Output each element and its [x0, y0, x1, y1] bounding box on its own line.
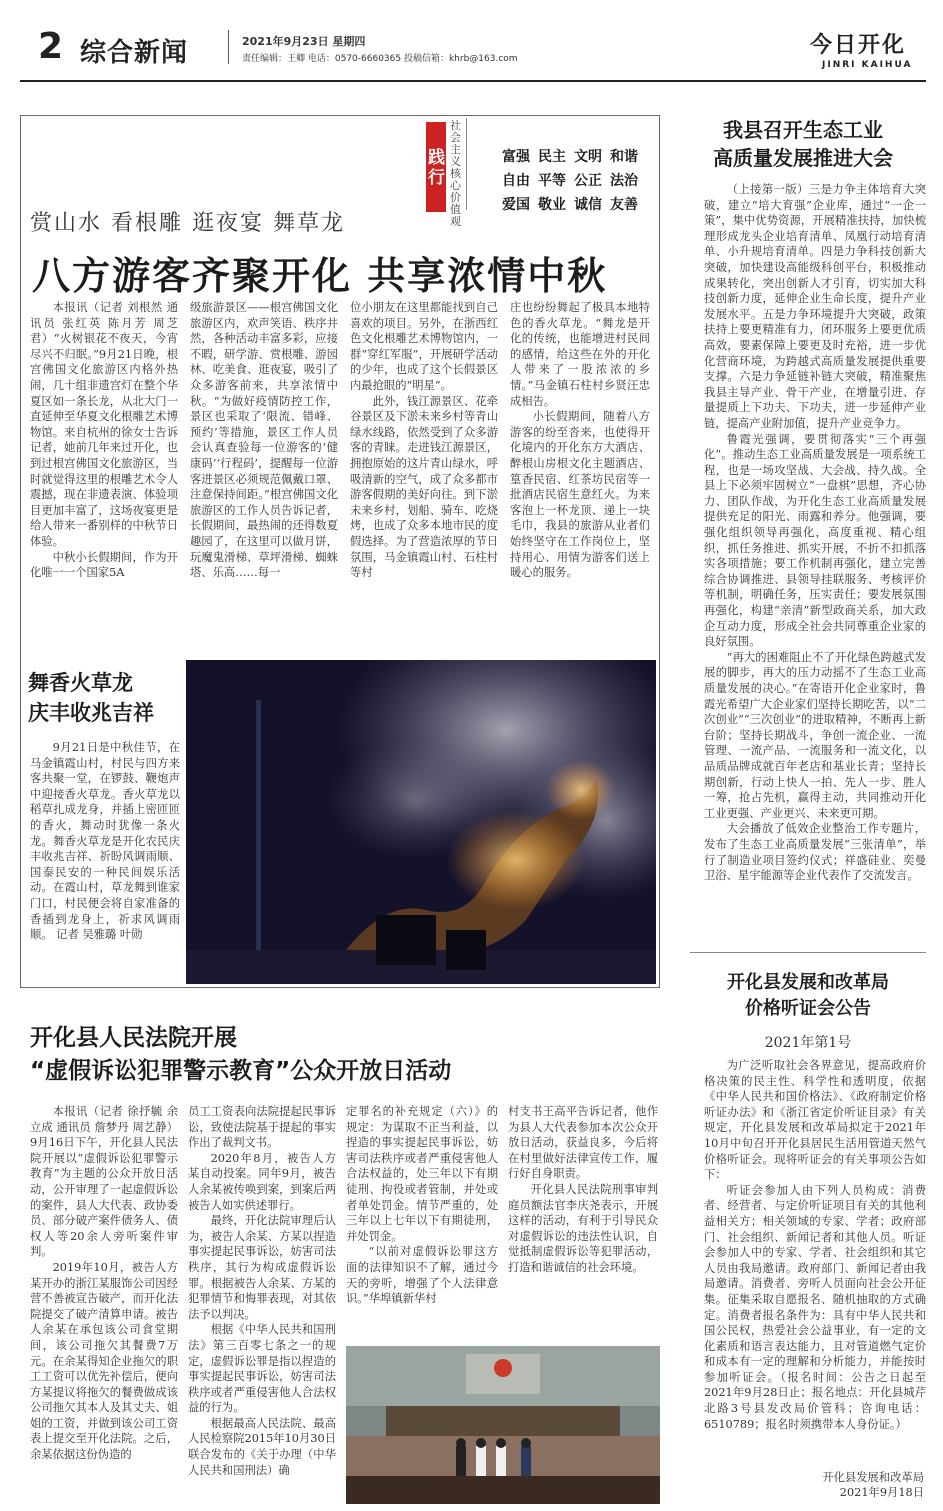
main-article-col-1	[30, 300, 178, 650]
notice-body	[704, 1058, 926, 1468]
paragraph: 村支书王高平告诉记者，他作为县人大代表参加本次公众开放日活动，获益良多，今后将在村里做好法律宣传工作，履行好自身职责。	[508, 1105, 658, 1181]
courtroom-photo	[346, 1346, 660, 1504]
right-title-line-1: 我县召开生态工业	[723, 118, 883, 142]
notice-issue: 2021年第1号	[764, 1035, 852, 1051]
paragraph: 位小朋友在这里都能找到自己喜欢的项目。另外，在浙西红色文化根雕艺术博物馆内，一群“穿红军服”，开展研学活动的少年，也成了这个长假景区内最抢眼的“明星”。	[350, 301, 498, 392]
page-number: 2	[38, 26, 64, 67]
dragon-title-line-1: 舞香火草龙	[28, 671, 133, 695]
paragraph: 开化县人民法院刑事审判庭员额法官李庆尧表示，开展这样的活动，有利于引导民众对虚假诉讼的违法性认识，自觉抵制虚假诉讼等犯罪活动，打造和谐诚信的社会环境。	[508, 1182, 658, 1274]
paragraph: 2019年10月，被告人方某开办的浙江某服饰公司因经营不善被宣告破产，而开化法院提交了破产清算申请。被告人余某在承包该公司食堂期间，该公司拖欠其餐费7万元。在余某得知企业拖欠的职工工资可以优先补偿后，便向方某提议将拖欠的餐费做成该公司拖欠其本人及其丈夫、姐姐的工资，并做到该公司工资表上提交至开化法院。之后，余某依据这份伪造的	[30, 1260, 178, 1462]
court-article-title	[30, 1022, 670, 1088]
paragraph: “以前对虚假诉讼罪这方面的法律知识不了解，通过今天的旁听，增强了个人法律意识。”华埠镇新华村	[346, 1245, 498, 1306]
paragraph: 9月21日是中秋佳节，在马金镇霞山村，村民与四方来客共聚一堂，在锣鼓、鞭炮声中迎接香火草龙。香火草龙以稻草扎成龙身，并插上密匝匝的香火，舞动时犹像一条火龙。舞香火草龙是开化农民庆丰收兆吉祥、祈盼风调雨顺、国泰民安的一种民间娱乐活动。在霞山村，草龙舞到谁家门口，村民便会将自家准备的香插到龙身上，祈求风调雨顺。 记者 吴雅璐 叶勋	[30, 741, 180, 942]
paragraph: 本报讯（记者 刘根然 通讯员 张红英 陈月芳 周芝君）“火树银花不夜天，今宵尽兴不归眠。”9月21日晚，根宫佛国文化旅游区内格外热闹，几十组非遗宫灯在整个华夏区如一条长龙，从北大门一直延伸至华夏文化根雕艺术博物馆。来自杭州的徐女士告诉记者，她前几年来过开化，也到过根宫佛国文化旅游区，当时就觉得这里的根雕艺术令人震撼，现在非遗表演、体验项目更加丰富了，这场夜宴更是给人带来一番别样的中秋节日体验。	[30, 301, 178, 548]
main-article-col-2	[190, 300, 338, 650]
core-values-calligraphy: 践行	[428, 148, 445, 188]
notice-signature	[704, 1470, 924, 1500]
core-value: 友善	[610, 197, 638, 213]
right-article-body	[704, 182, 926, 938]
core-value: 诚信	[574, 197, 602, 213]
paragraph: 最终，开化法院审理后认为，被告人余某、方某以捏造事实提起民事诉讼，妨害司法秩序，其行为构成虚假诉讼罪。根据被告人余某、方某的犯罪情节和悔罪表现，对其依法予以判决。	[188, 1214, 336, 1321]
newspaper-logo-en: JINRI KAIHUA	[822, 60, 913, 70]
paragraph: 为广泛听取社会各界意见，提高政府价格决策的民主性、科学性和透明度，依据《中华人民共和国价格法》、《政府制定价格听证办法》和《浙江省定价听证目录》有关规定，开化县发展和改革局拟定于2021年10月中旬召开开化县居民生活用管道天然气价格听证会。现将听证会的有关事项公告如下：	[704, 1059, 926, 1182]
newspaper-logo: 今日开化	[810, 32, 907, 58]
notice-title	[690, 970, 926, 1022]
core-value: 富强	[502, 149, 530, 165]
issue-date: 2021年9月23日 星期四	[242, 35, 366, 48]
paragraph: 定罪名的补充规定（六）》的规定：为谋取不正当利益，以捏造的事实提起民事诉讼，妨害司法秩序或者严重侵害他人合法权益的，处三年以下有期徒刑、拘役或者管制，并处或者单处罚金。情节严重的，处三年以上七年以下有期徒刑，并处罚金。	[346, 1105, 498, 1243]
notice-signer: 开化县发展和改革局	[822, 1471, 924, 1484]
court-title-line-2: “虚假诉讼犯罪警示教育”公众开放日活动	[30, 1058, 452, 1084]
core-value: 法治	[610, 173, 638, 189]
core-value: 公正	[574, 173, 602, 189]
paragraph: （上接第一版）三是力争主体培育大突破，建立“培大育强”企业库，通过“一企一策”，集中优势资源，开展精准扶持，加快梳理形成龙头企业培育清单、凤凰行动培育清单、小升规培育清单。四是力争科技创新大突破，加快建设高能级科创平台，积极推动成果转化，突出创新人才引育，切实加大科技创新力度，延伸企业生命长度，提升产业发展水平。五是力争环境提升大突破，政策扶持上要更精准有力，闭环服务上要更优质高效，要素保障上要更及时充裕，进一步优化营商环境，为跨越式高质量发展提供重要支撑。六是力争延链补链大突破，精准聚焦我县主导产业、骨干产业，在增量引进、存量提质上下功夫、下功夫，进一步延伸产业链，提高产业附加值，提升产业竞争力。	[704, 183, 926, 430]
right-article-title	[680, 116, 926, 172]
paragraph: 根据《中华人民共和国刑法》第三百零七条之一的规定，虚假诉讼罪是指以捏造的事实提起民事诉讼，妨害司法秩序或者严重侵害他人合法权益的行为。	[188, 1323, 336, 1415]
paragraph: 员工工资表向法院提起民事诉讼，致使法院基于提起的事实作出了裁判文书。	[188, 1105, 336, 1150]
paragraph: “再大的困难阻止不了开化绿色跨越式发展的脚步，再大的压力动摇不了生态工业高质量发展的决心。”在寄语开化企业家时，鲁霞光希望广大企业家们坚持长期吃苦，以“二次创业”“三次创业”的进取精神，不断再上新台阶；坚持长期战斗，争创一流企业、一流管理、一流产品、一流服务和一流文化，以品质品牌成就百年老店和基业长青；坚持长期创新，行动上快人一拍、先人一步、胜人一筹，抢占先机，赢得主动，共同推动开化工业更强、产业更兴、未来更可期。	[704, 650, 926, 820]
courtroom-photo-image	[346, 1346, 660, 1504]
core-value: 敬业	[538, 197, 566, 213]
core-value: 和谐	[610, 149, 638, 165]
court-article-col-1	[30, 1104, 178, 1504]
section-title: 综合新闻	[80, 38, 189, 68]
court-title-line-1: 开化县人民法院开展	[30, 1025, 237, 1051]
paragraph: 级旅游景区——根宫佛国文化旅游区内，欢声笑语、秩序井然，各种活动丰富多彩，应接不暇，研学游、赏根雕、游园林、吃美食、逛夜宴，吸引了众多游客前来，共享浓情中秋。“为做好疫情防控工作，景区也采取了‘限流、错峰、预约’等措施，景区工作人员会认真查验每一位游客的‘健康码’‘行程码’，提醒每一位游客进景区必须规范佩戴口罩、注意保持间距。”根宫佛国文化旅游区的工作人员告诉记者，长假期间，最热闹的还得数夏趣园了，在这里可以做月饼，玩魔鬼滑梯、草坪滑梯、蜘蛛塔、乐高……每一	[190, 301, 338, 580]
core-value: 自由	[502, 173, 530, 189]
dragon-photo	[186, 660, 656, 984]
core-value: 文明	[574, 149, 602, 165]
dragon-photo-image	[186, 660, 656, 984]
dragon-article-body	[30, 740, 180, 980]
paragraph: 鲁霞光强调，要贯彻落实“三个再强化”。推动生态工业高质量发展是一项系统工程，也是一场攻坚战、大会战、持久战。全县上下必须牢固树立“一盘棋”思想，齐心协力、团队作战，为开化生态工业高质量发展提供充足的阳光、雨露和养分。他强调，要强化组织领导再强化，高度重视、精心组织，抓任务推进、抓实开展，不折不扣抓落实各项措施；要工作机制再强化，建立完善综合协调推进、县领导挂联服务、考核评价等机制，明确任务，压实责任；要发展氛围再强化，构建“亲清”新型政商关系，加大政企互动力度，形成全社会共同尊重企业家的良好氛围。	[704, 432, 926, 649]
paragraph: 中秋小长假期间，作为开化唯一一个国家5A	[30, 550, 178, 580]
notice-date: 2021年9月18日	[839, 1486, 924, 1499]
paragraph: 庄也纷纷舞起了极具本地特色的香火草龙。“舞龙是开化的传统，也能增进村民间的感情，给这些在外的开化人带来了一股浓浓的乡情。”马金镇石柱村乡贤汪忠成相告。	[510, 301, 650, 408]
dragon-article-title	[28, 668, 188, 728]
main-headline: 八方游客齐聚开化 共享浓情中秋	[32, 254, 608, 298]
paragraph: 本报讯（记者 徐抒毓 余立成 通讯员 詹梦丹 周艺静）9月16日下午，开化县人民法院开展以“虚假诉讼犯罪警示教育”为主题的公众开放日活动，公开审理了一起虚假诉讼的案件，县人大代表、政协委员、部分破产案件债务人、债权人等20余人旁听案件审判。	[30, 1105, 178, 1259]
paragraph: 小长假期间，随着八方游客的纷至沓来，也使得开化境内的开化东方大酒店、醉根山房根文化主题酒店、篁香民宿、红茶坊民宿等一批酒店民宿生意红火。为来客泡上一杯龙顶、递上一块毛巾，我县的旅游从业者们始终坚守在工作岗位上，坚持用心、用情为游客们送上暖心的服务。	[510, 410, 650, 580]
core-value: 民主	[538, 149, 566, 165]
header-rule	[20, 80, 926, 82]
paragraph: 大会播放了低效企业整治工作专题片，发布了生态工业高质量发展“三张清单”，举行了制造业项目签约仪式；祥盛硅业、奕曼卫浴、星宇能源等企业代表作了交流发言。	[704, 822, 926, 883]
main-subheadline: 赏山水 看根雕 逛夜宴 舞草龙	[30, 211, 345, 236]
court-article-col-3	[346, 1104, 498, 1338]
court-article-col-4	[508, 1104, 658, 1338]
core-values-grid	[502, 146, 638, 214]
paragraph: 根据最高人民法院、最高人民检察院2015年10月30日联合发布的《关于办理（中华人民共和国刑法）确	[188, 1416, 336, 1477]
court-article-col-2	[188, 1104, 336, 1504]
notice-title-line-1: 开化县发展和改革局	[727, 972, 889, 993]
main-article-col-4	[510, 300, 650, 650]
editor-line: 责任编辑：王卿 电话：0570-6660365 投稿信箱：khrb@163.com	[242, 54, 518, 64]
core-value: 爱国	[502, 197, 530, 213]
main-article-col-3	[350, 300, 498, 650]
right-divider	[690, 952, 926, 953]
header-divider	[228, 30, 229, 64]
paragraph: 此外，钱江源景区、花牵谷景区及下淤未来乡村等青山绿水线路，依然受到了众多游客的青睐。走进钱江源景区，拥抱原始的这片青山绿水，呼吸清新的空气，成了众多都市游客假期的美好向往。到下淤未来乡村，划船、骑车、吃烧烤，也成了众多本地市民的度假选择。为了营造浓厚的节日氛围，马金镇霞山村、石柱村等村	[350, 394, 498, 580]
right-title-line-2: 高质量发展推进大会	[713, 146, 893, 170]
core-values-vertical: 社会主义核心价值观	[450, 119, 461, 228]
notice-title-line-2: 价格听证会公告	[745, 998, 871, 1019]
paragraph: 听证会参加人由下列人员构成：消费者、经营者、与定价听证项目有关的其他利益相关方；相关领域的专家、学者；政府部门、社会组织、新闻记者和其他人员。听证会参加人中的专家、学者、社会组织和其它人员由我局邀请。政府部门、新闻记者由我局邀请。消费者、旁听人员面向社会公开征集。征集采取自愿报名、随机抽取的方式确定。消费者报名条件为：具有中华人民共和国公民权，热爱社会公益事业，有一定的文化素质和语言表达能力，且对管道燃气定价和成本有一定的理解和分析能力，并能按时参加听证会。（报名时间：公告之日起至2021年9月28日止；报名地点：开化县城芹北路3号县发改局价管科；咨询电话：6510789；报名时须携带本人身份证。）	[704, 1183, 926, 1431]
core-value: 平等	[538, 173, 566, 189]
core-values-divider	[466, 118, 467, 210]
paragraph: 2020年8月，被告人方某自动投案。同年9月，被告人余某被传唤到案，到案后两被告人如实供述罪行。	[188, 1151, 336, 1212]
dragon-title-line-2: 庆丰收兆吉祥	[28, 701, 154, 725]
